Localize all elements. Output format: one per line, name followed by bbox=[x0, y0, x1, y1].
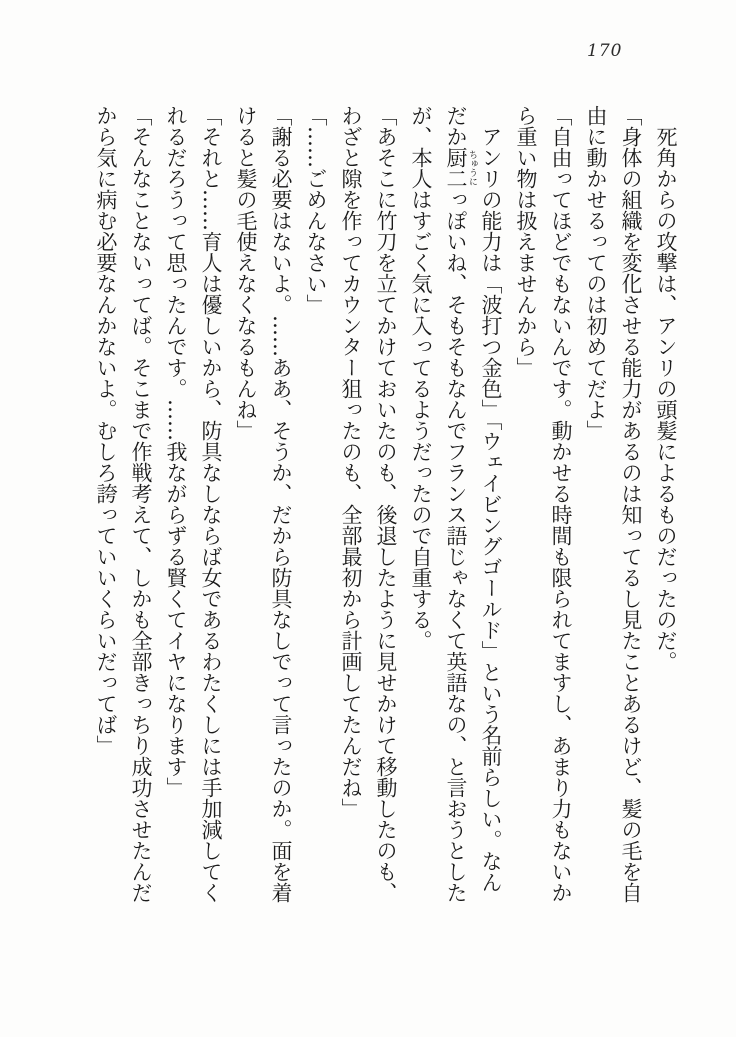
paragraph-dialogue: 「自由ってほどでもないんです。動かせる時間も限られてますし、あまり力もないから重い物は扱えませんから」 bbox=[514, 105, 573, 903]
paragraph-dialogue: 「身体の組織を変化させる能力があるのは知ってるし見たことあるけど、髪の毛を自由に動かせるってのは初めてだよ」 bbox=[584, 105, 643, 903]
paragraph-dialogue: 「謝る必要はないよ。……ああ、そうか、だから防具なしでって言ったのか。面を着けると髪の毛使えなくなるもんね」 bbox=[234, 105, 293, 903]
ruby-text: ちゅうに bbox=[467, 147, 477, 189]
paragraph-text-post: っぽいね、そもそもなんでフランス語じゃなくて英語なの、と言おうとしたが、本人はすごく気に入ってるようだったので自重する。 bbox=[409, 105, 468, 903]
ruby-base: 厨二 bbox=[444, 147, 468, 189]
text-block bbox=[88, 105, 683, 904]
paragraph-narrative: 死角からの攻撃は、アンリの頭髪によるものだったのだ。 bbox=[654, 126, 678, 672]
paragraph-dialogue: 「……ごめんなさい」 bbox=[304, 105, 328, 315]
paragraph-dialogue: 「あそこに竹刀を立てかけておいたのも、後退したように見せかけて移動したのも、わざと隙を作ってカウンター狙ったのも、全部最初から計画してたんだね」 bbox=[339, 105, 398, 903]
paragraph-narrative bbox=[403, 105, 508, 904]
paragraph-text-pre: アンリの能力は「波打つ金色」「ウェイビングゴールド」という名前らしい。なんだか bbox=[444, 105, 503, 893]
ruby-annotation bbox=[444, 147, 477, 189]
paragraph-dialogue: 「そんなことないってば。そこまで作戦考えて、しかも全部きっちり成功させたんだから気に病む必要なんかないよ。むしろ誇っていいくらいだってば」 bbox=[94, 105, 153, 903]
page-number: 170 bbox=[587, 41, 623, 61]
paragraph-dialogue: 「それと……育人は優しいから、防具なしならば女であるわたくしには手加減してくれるだろうって思ったんです。……我ながらずる賢くてイヤになります」 bbox=[164, 105, 223, 903]
